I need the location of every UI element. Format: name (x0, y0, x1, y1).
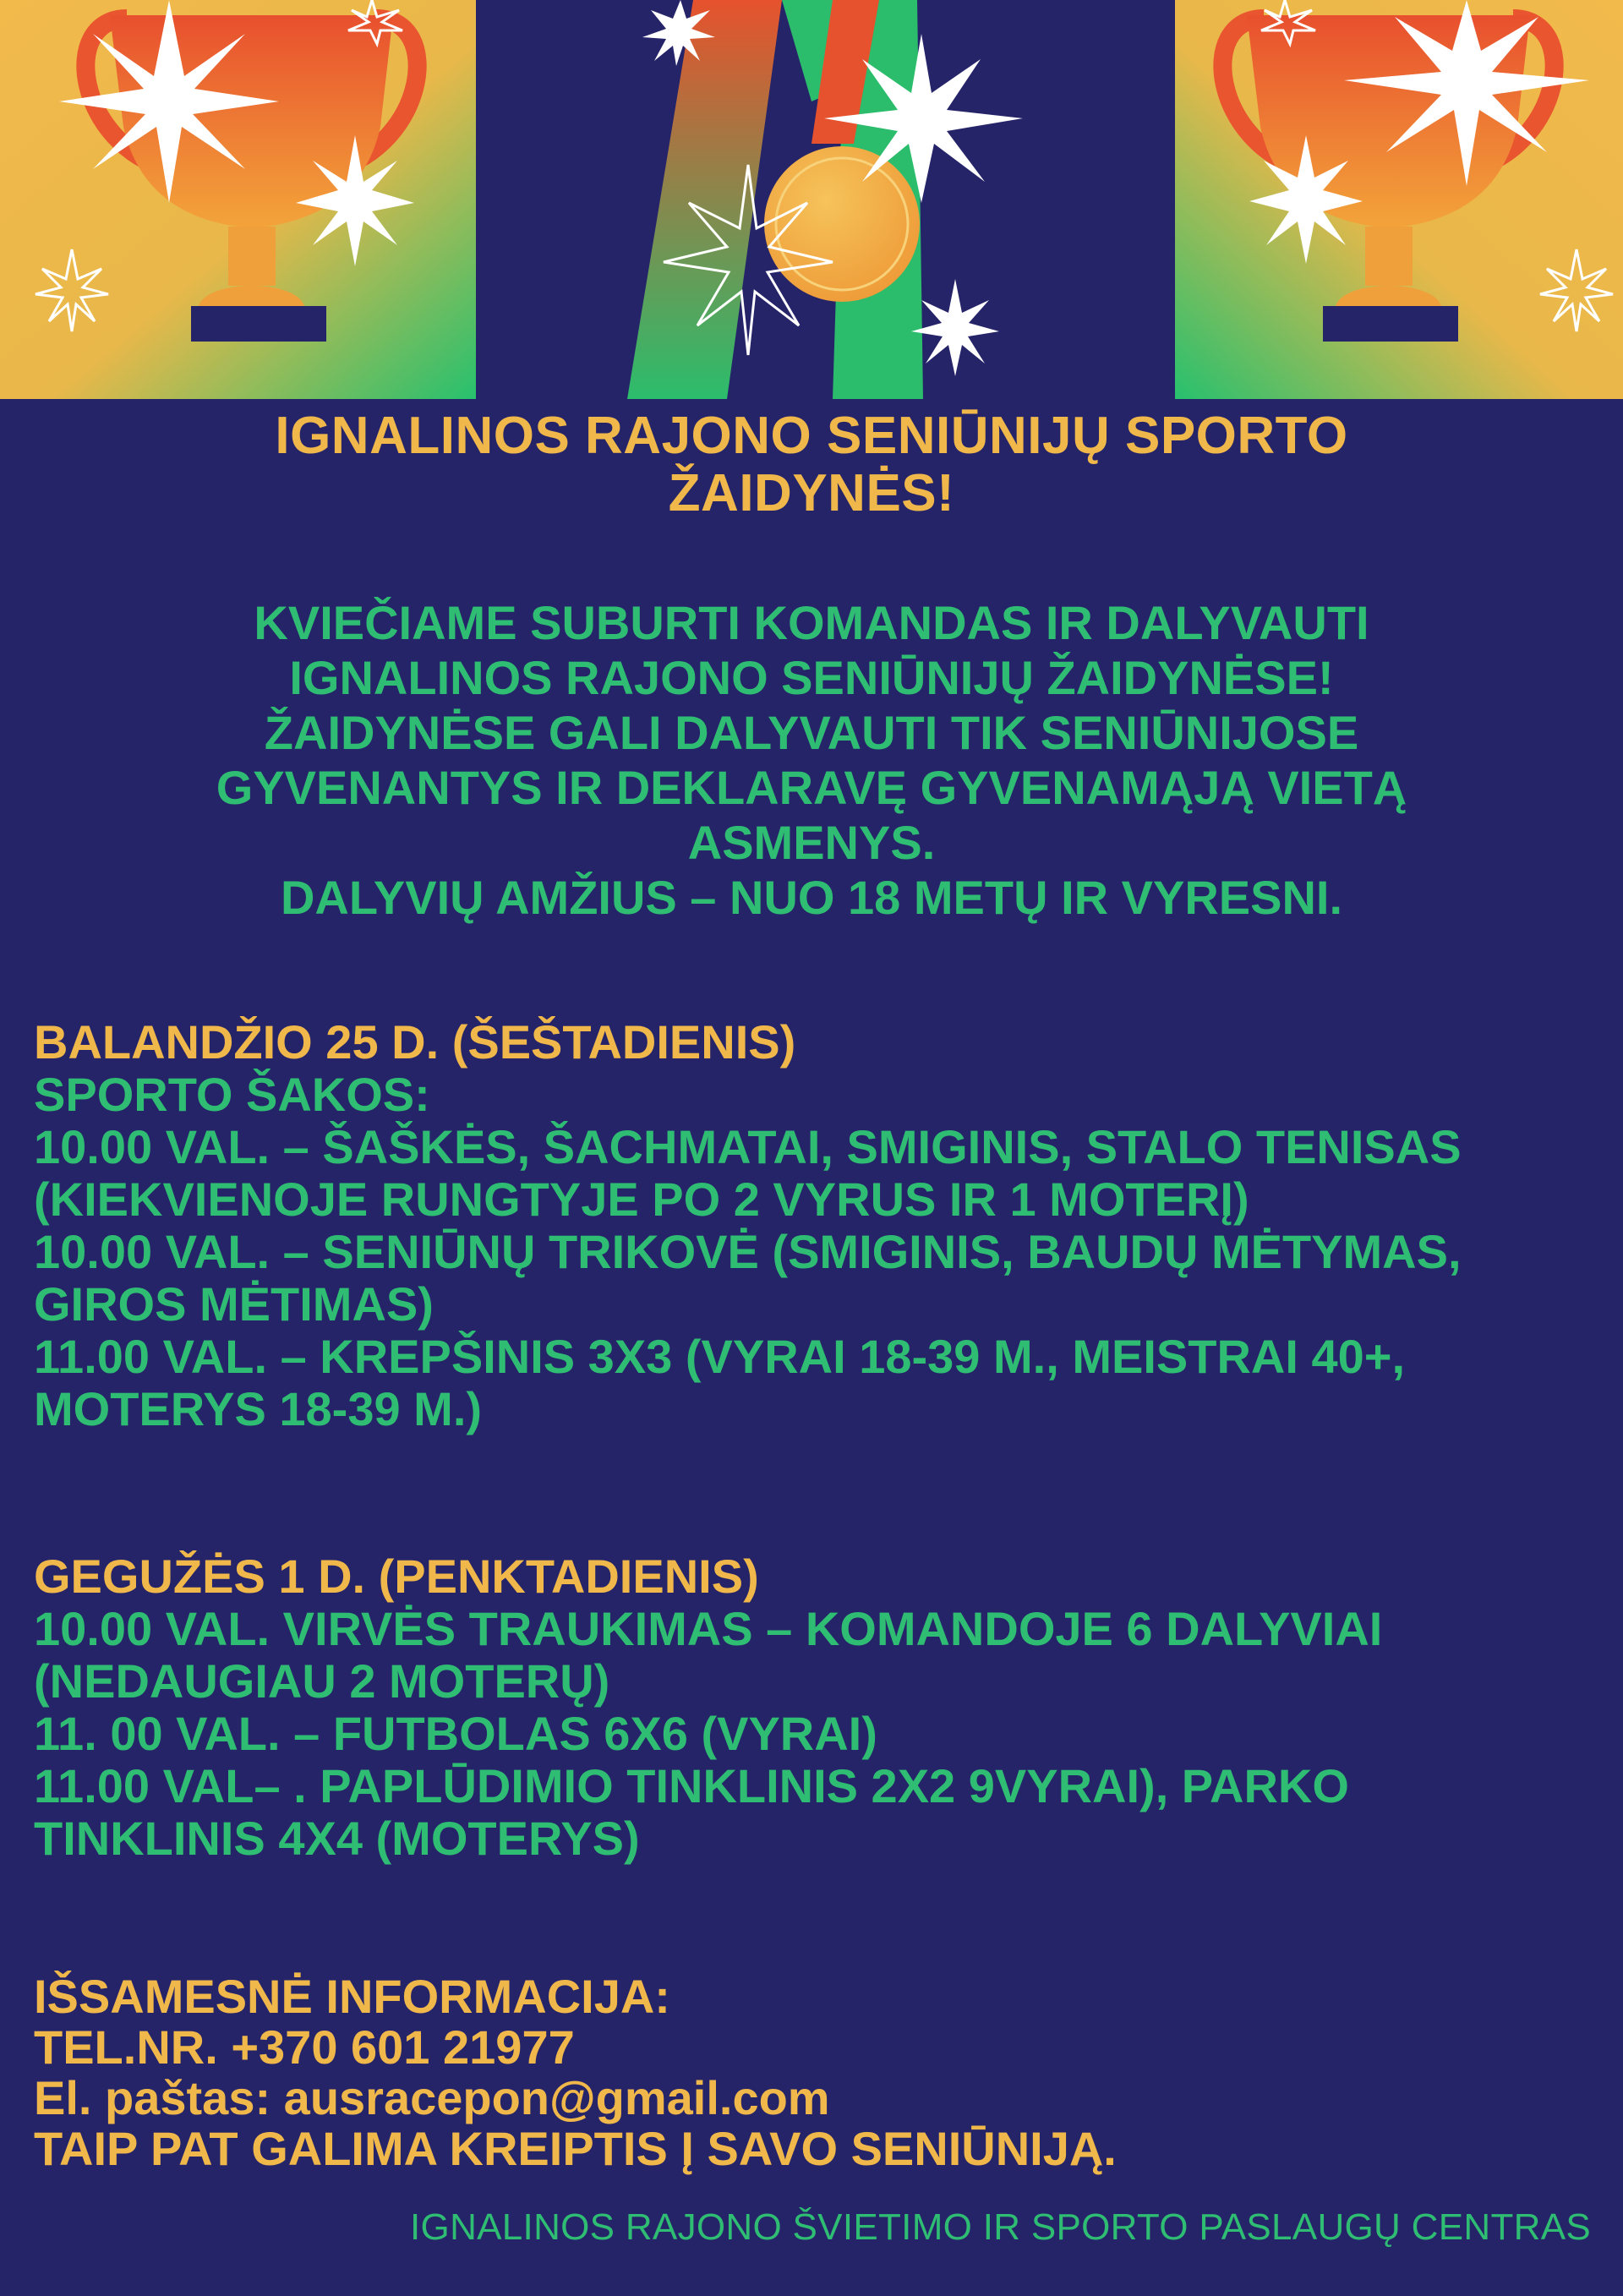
intro-line: ŽAIDYNĖSE GALI DALYVAUTI TIK SENIŪNIJOSE (264, 706, 1359, 759)
intro-line: DALYVIŲ AMŽIUS – NUO 18 METŲ IR VYRESNI. (280, 871, 1343, 924)
organization-footer: IGNALINOS RAJONO ŠVIETIMO IR SPORTO PASLAUGŲ CENTRAS (410, 2206, 1591, 2248)
contact-heading: IŠSAMESNĖ INFORMACIJA: (34, 1970, 670, 2023)
day-heading: GEGUŽĖS 1 D. (PENKTADIENIS) (34, 1550, 759, 1603)
page-title (51, 407, 1572, 522)
schedule-item: 10.00 VAL. – SENIŪNŲ TRIKOVĖ (SMIGINIS, BAUDŲ MĖTYMAS, GIROS MĖTIMAS) (34, 1225, 1462, 1331)
trophy-panel-left (0, 0, 476, 399)
day-heading: BALANDŽIO 25 D. (ŠEŠTADIENIS) (34, 1015, 796, 1069)
schedule-item: 11.00 VAL– . PAPLŪDIMIO TINKLINIS 2X2 9VYRAI), PARKO TINKLINIS 4X4 (MOTERYS) (34, 1759, 1349, 1865)
sports-subheading: SPORTO ŠAKOS: (34, 1068, 430, 1121)
schedule-day-2 (34, 1550, 1589, 1865)
invitation-text (59, 595, 1564, 925)
intro-line: KVIEČIAME SUBURTI KOMANDAS IR DALYVAUTI (254, 596, 1369, 649)
schedule-item: 11. 00 VAL. – FUTBOLAS 6X6 (VYRAI) (34, 1707, 877, 1760)
intro-line: IGNALINOS RAJONO SENIŪNIJŲ ŽAIDYNĖSE! (289, 651, 1334, 704)
header-artwork (0, 0, 1623, 399)
schedule-item: 11.00 VAL. – KREPŠINIS 3X3 (VYRAI 18-39 M., MEISTRAI 40+, MOTERYS 18-39 M.) (34, 1330, 1406, 1435)
trophy-panel-right (1175, 0, 1623, 399)
medal-illustration (627, 0, 923, 399)
contact-email: El. paštas: ausracepon@gmail.com (34, 2071, 830, 2124)
intro-line: ASMENYS. (687, 816, 936, 869)
contact-note: TAIP PAT GALIMA KREIPTIS Į SAVO SENIŪNIJĄ. (34, 2122, 1117, 2175)
contact-info (34, 1971, 1589, 2174)
schedule-item: 10.00 VAL. VIRVĖS TRAUKIMAS – KOMANDOJE 6 DALYVIAI (NEDAUGIAU 2 MOTERŲ) (34, 1602, 1383, 1708)
intro-line: GYVENANTYS IR DEKLARAVĘ GYVENAMĄJĄ VIETĄ (216, 761, 1407, 814)
schedule-item: 10.00 VAL. – ŠAŠKĖS, ŠACHMATAI, SMIGINIS, STALO TENISAS (KIEKVIENOJE RUNGTYJE PO 2 VYRUS IR 1 MOTERĮ) (34, 1120, 1462, 1226)
schedule-day-1 (34, 1016, 1589, 1435)
title-line: IGNALINOS RAJONO SENIŪNIJŲ SPORTO (275, 407, 1348, 465)
contact-phone: TEL.NR. +370 601 21977 (34, 2020, 575, 2074)
title-line: ŽAIDYNĖS! (668, 464, 955, 522)
